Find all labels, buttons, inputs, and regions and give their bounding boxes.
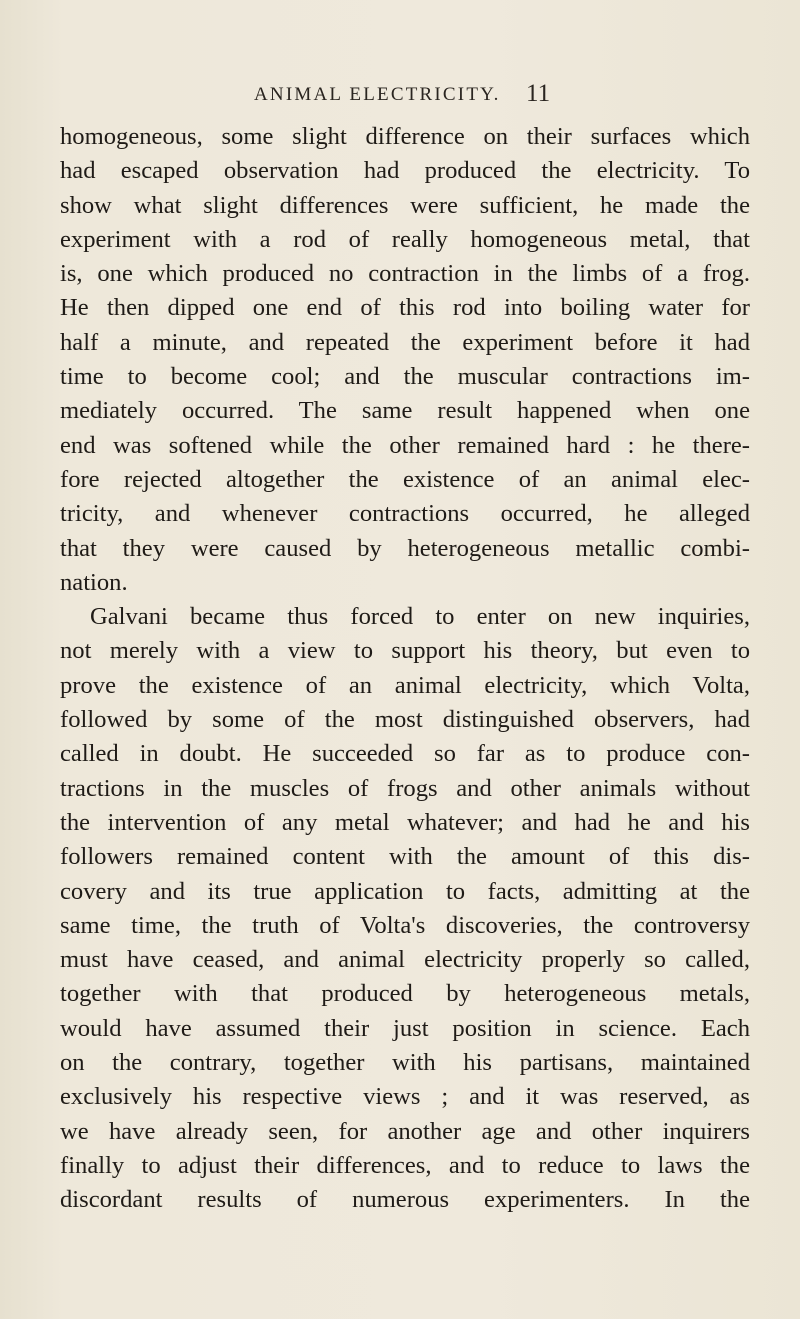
body-text: [60, 120, 750, 1218]
text-line: nation.: [60, 568, 128, 596]
text-line: is, one which produced no contraction in the limbs of a frog.: [60, 260, 750, 288]
text-line: followers remained content with the amount of this dis-: [60, 843, 750, 871]
text-line: had escaped observation had produced the electricity. To: [60, 157, 750, 185]
text-line: together with that produced by heterogeneous metals,: [60, 980, 750, 1008]
text-line: would have assumed their just position in science. Each: [60, 1014, 750, 1042]
text-line: experiment with a rod of really homogeneous metal, that: [60, 225, 750, 253]
text-line: tractions in the muscles of frogs and other animals without: [60, 774, 750, 802]
text-line: prove the existence of an animal electricity, which Volta,: [60, 671, 750, 699]
text-line: called in doubt. He succeeded so far as to produce con-: [60, 740, 750, 768]
text-line: homogeneous, some slight difference on their surfaces which: [60, 123, 750, 150]
text-line: time to become cool; and the muscular contractions im-: [60, 363, 750, 391]
text-line: followed by some of the most distinguished observers, had: [60, 706, 750, 734]
text-line: not merely with a view to support his theory, but even to: [60, 637, 750, 665]
text-line: finally to adjust their differences, and to reduce to laws the: [60, 1151, 750, 1179]
text-line: discordant results of numerous experimenters. In the: [60, 1186, 750, 1214]
text-line: the intervention of any metal whatever; and had he and his: [60, 808, 750, 836]
text-line: Galvani became thus forced to enter on new inquiries,: [90, 603, 750, 631]
text-line: half a minute, and repeated the experiment before it had: [60, 328, 750, 356]
page-number: 11: [526, 80, 551, 107]
text-line: show what slight differences were sufficient, he made the: [60, 191, 750, 219]
text-line: tricity, and whenever contractions occurred, he alleged: [60, 500, 750, 528]
text-line: that they were caused by heterogeneous metallic combi-: [60, 534, 750, 562]
text-line: end was softened while the other remained hard : he there-: [60, 431, 750, 459]
text-line: He then dipped one end of this rod into boiling water for: [60, 294, 750, 322]
text-line: mediately occurred. The same result happened when one: [60, 397, 750, 425]
text-line: covery and its true application to facts, admitting at the: [60, 877, 750, 905]
running-title: ANIMAL ELECTRICITY.: [254, 84, 501, 105]
text-line: exclusively his respective views ; and it was reserved, as: [60, 1083, 750, 1111]
text-line: we have already seen, for another age and other inquirers: [60, 1117, 750, 1145]
text-line: must have ceased, and animal electricity properly so called,: [60, 946, 750, 974]
text-line: same time, the truth of Volta's discoveries, the controversy: [60, 911, 750, 939]
text-line: on the contrary, together with his partisans, maintained: [60, 1049, 750, 1077]
running-head: [0, 80, 800, 120]
text-line: fore rejected altogether the existence of an animal elec-: [60, 465, 750, 493]
